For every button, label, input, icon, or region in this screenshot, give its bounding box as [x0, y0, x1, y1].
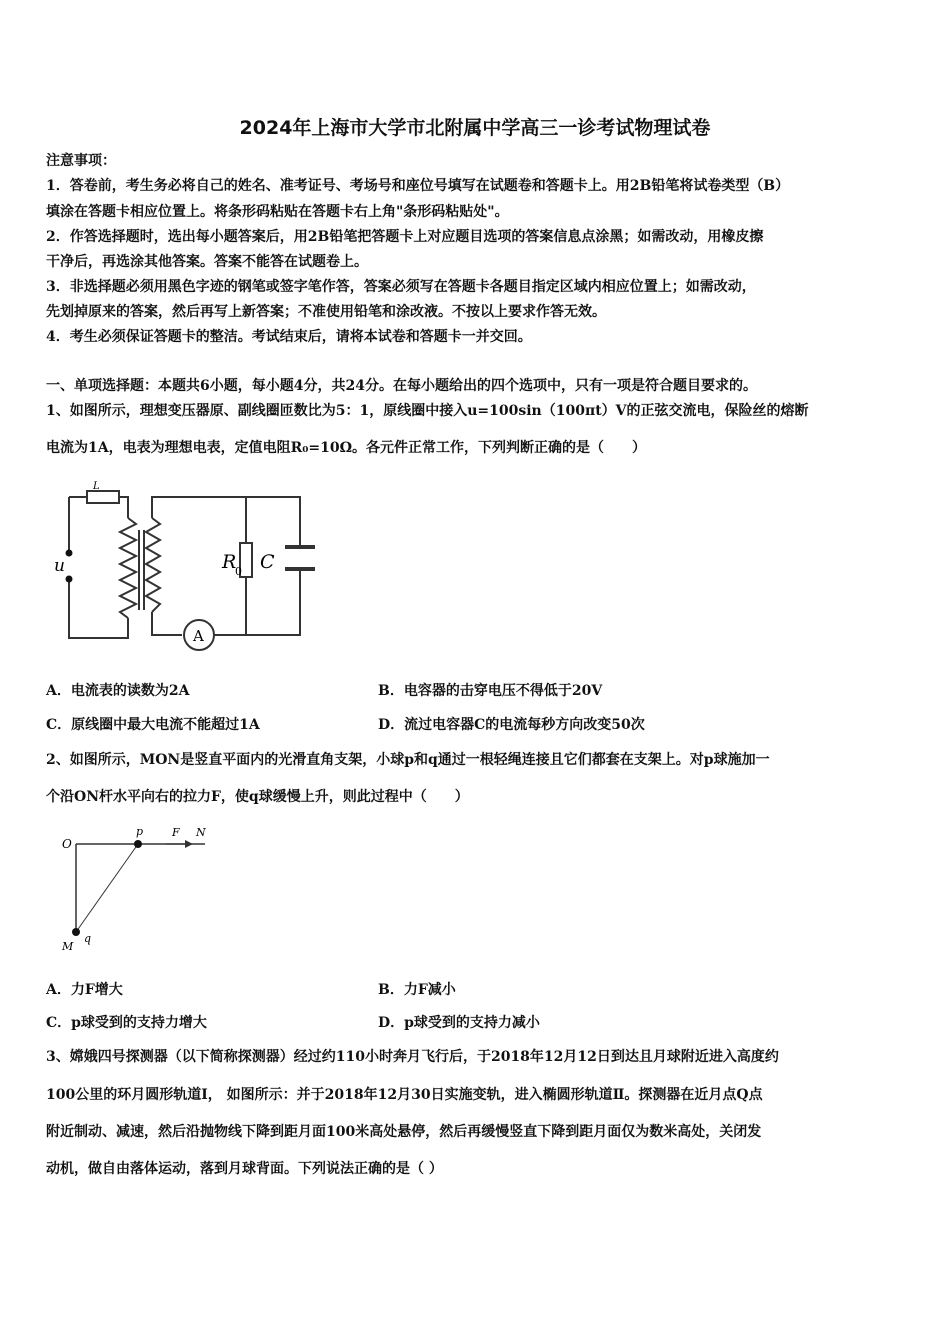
capacitor: [285, 547, 315, 569]
primary-wire: [69, 582, 128, 638]
q1-stem-line: 电流为1A，电表为理想电表，定值电阻R₀=10Ω。各元件正常工作，下列判断正确的是（ ）: [46, 440, 647, 456]
q1-circuit-figure: [52, 475, 322, 660]
notice-line: 2．作答选择题时，选出每小题答案后，用2B铅笔把答题卡上对应题目选项的答案信息点涂黑；如需改动，用橡皮擦: [46, 229, 764, 245]
ammeter-label: A: [193, 627, 204, 645]
q3-stem-line: 100公里的环月圆形轨道Ⅰ， 如图所示：并于2018年12月30日实施变轨，进入椭圆形轨道Ⅱ。探测器在近月点Q点: [46, 1087, 763, 1103]
q3-stem-line: 动机，做自由落体运动，落到月球背面。下列说法正确的是（ ）: [46, 1161, 443, 1177]
secondary-wire: [152, 497, 300, 547]
transformer-core: [139, 530, 144, 610]
notice-line: 1．答卷前，考生务必将自己的姓名、准考证号、考场号和座位号填写在试题卷和答题卡上。用2B铅笔将试卷类型（B）: [46, 178, 790, 194]
q2-option-b[interactable]: B．力F减小: [378, 982, 456, 998]
label-q: q: [84, 932, 92, 945]
ball-p: [134, 840, 142, 848]
r0-label: R: [222, 551, 237, 573]
section-heading: 一、单项选择题：本题共6小题，每小题4分，共24分。在每小题给出的四个选项中，只有一项是符合题目要求的。: [46, 378, 757, 394]
q1-option-b[interactable]: B．电容器的击穿电压不得低于20V: [378, 683, 603, 699]
primary-coil: [120, 518, 136, 618]
q2-stem-line: 个沿ON杆水平向右的拉力F，使q球缓慢上升，则此过程中（ ）: [46, 789, 469, 805]
q1-option-c[interactable]: C．原线圈中最大电流不能超过1A: [46, 717, 260, 733]
terminal: [66, 550, 73, 557]
q3-stem-line: 3、嫦娥四号探测器（以下简称探测器）经过约110小时奔月飞行后，于2018年12月12日到达且月球附近进入高度约: [46, 1049, 779, 1065]
page-title: 2024年上海市大学市北附属中学高三一诊考试物理试卷: [239, 117, 711, 139]
q2-option-c[interactable]: C．p球受到的支持力增大: [46, 1015, 207, 1031]
secondary-wire: [214, 569, 300, 635]
voltage-label: u: [54, 556, 65, 576]
notice-line: 3．非选择题必须用黑色字迹的钢笔或签字笔作答，答案必须写在答题卡各题目指定区域内相应位置上；如需改动，: [46, 279, 756, 295]
secondary-coil: [146, 518, 160, 612]
primary-wire: [119, 497, 128, 518]
notice-heading: 注意事项：: [46, 153, 116, 169]
label-n: N: [196, 826, 206, 839]
label-o: O: [62, 837, 72, 851]
q1-option-d[interactable]: D．流过电容器C的电流每秒方向改变50次: [378, 717, 645, 733]
notice-line: 4．考生必须保证答题卡的整洁。考试结束后，请将本试卷和答题卡一并交回。: [46, 329, 532, 345]
q2-bracket-figure: [55, 820, 220, 960]
terminal: [66, 576, 73, 583]
notice-line: 干净后，再选涂其他答案。答案不能答在试题卷上。: [46, 254, 368, 270]
force-arrowhead: [185, 840, 193, 848]
q1-stem-line: 1、如图所示，理想变压器原、副线圈匝数比为5：1，原线圈中接入u=100sin（100πt）V的正弦交流电，保险丝的熔断: [46, 403, 809, 419]
ball-q: [72, 928, 80, 936]
label-p: p: [136, 825, 144, 838]
q3-stem-line: 附近制动、减速，然后沿抛物线下降到距月面100米高处悬停，然后再缓慢竖直下降到距月面仅为数米高处，关闭发: [46, 1124, 762, 1140]
q2-option-d[interactable]: D．p球受到的支持力减小: [378, 1015, 540, 1031]
fuse-label: L: [93, 481, 100, 492]
capacitor-label: C: [260, 551, 275, 573]
label-m: M: [62, 940, 74, 953]
q2-stem-line: 2、如图所示，MON是竖直平面内的光滑直角支架，小球p和q通过一根轻绳连接且它们都套在支架上。对p球施加一: [46, 752, 770, 768]
r0-subscript: 0: [235, 565, 242, 578]
secondary-wire: [152, 612, 182, 635]
notice-line: 先划掉原来的答案，然后再写上新答案；不准使用铅笔和涂改液。不按以上要求作答无效。: [46, 304, 606, 320]
q2-option-a[interactable]: A．力F增大: [46, 982, 123, 998]
notice-line: 填涂在答题卡相应位置上。将条形码粘贴在答题卡右上角"条形码粘贴处"。: [46, 204, 509, 220]
fuse: [87, 491, 119, 503]
label-f: F: [172, 826, 180, 839]
rope: [76, 844, 138, 932]
q1-option-a[interactable]: A．电流表的读数为2A: [46, 683, 190, 699]
